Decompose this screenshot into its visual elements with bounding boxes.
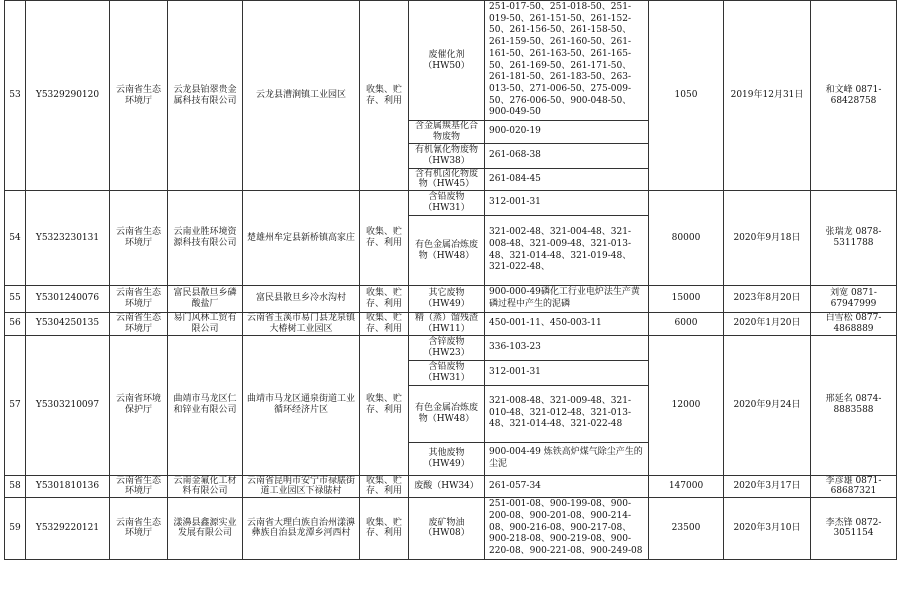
authority-cell: 云南省生态环境厅 — [110, 191, 168, 286]
waste-codes-cell: 312-001-31 — [485, 360, 649, 385]
row-number-cell: 53 — [5, 1, 26, 191]
capacity-cell: 6000 — [649, 312, 724, 335]
waste-codes-cell: 336-103-23 — [485, 335, 649, 360]
authority-cell: 云南省生态环境厅 — [110, 312, 168, 335]
license-id-cell: Y5329220121 — [26, 498, 110, 559]
table-row — [5, 475, 897, 498]
address-cell: 曲靖市马龙区通泉街道工业循环经济片区 — [243, 335, 360, 475]
waste-codes-cell: 321-008-48、321-009-48、321-010-48、321-012-48、321-013-48、321-014-48、321-022-48 — [485, 385, 649, 442]
address-cell: 楚雄州牟定县新桥镇高家庄 — [243, 191, 360, 286]
waste-category-cell: 含铅废物（HW31） — [409, 360, 485, 385]
capacity-cell: 147000 — [649, 475, 724, 498]
authority-cell: 云南省环境保护厅 — [110, 335, 168, 475]
company-cell: 曲靖市马龙区仁和锌业有限公司 — [168, 335, 243, 475]
scope-cell: 收集、贮存、利用 — [360, 498, 409, 559]
license-id-cell: Y5323230131 — [26, 191, 110, 286]
company-cell: 富民县散旦乡磷酸盐厂 — [168, 286, 243, 312]
row-number-cell: 59 — [5, 498, 26, 559]
waste-codes-cell: 900-000-49磷化工行业电炉法生产黄磷过程中产生的泥磷 — [485, 286, 649, 312]
waste-category-cell: 含金属羰基化合物废物 — [409, 121, 485, 144]
expiry-date-cell: 2020年1月20日 — [724, 312, 811, 335]
table-row — [5, 498, 897, 559]
address-cell: 云南省大理白族自治州漾濞彝族自治县龙潭乡河西村 — [243, 498, 360, 559]
scope-cell: 收集、贮存、利用 — [360, 1, 409, 191]
waste-codes-cell: 900-004-49 炼铁高炉煤气除尘产生的尘泥 — [485, 442, 649, 475]
authority-cell: 云南省生态环境厅 — [110, 286, 168, 312]
table-row — [5, 1, 897, 121]
license-id-cell: Y5329290120 — [26, 1, 110, 191]
waste-category-cell: 废催化剂（HW50） — [409, 1, 485, 121]
contact-cell: 邢延名 0874-8883588 — [811, 335, 897, 475]
waste-codes-cell: 900-020-19 — [485, 121, 649, 144]
waste-category-cell: 废矿物油（HW08） — [409, 498, 485, 559]
waste-category-cell: 有色金属冶炼废物（HW48） — [409, 216, 485, 286]
row-number-cell: 56 — [5, 312, 26, 335]
license-id-cell: Y5301810136 — [26, 475, 110, 498]
row-number-cell: 55 — [5, 286, 26, 312]
scope-cell: 收集、贮存、利用 — [360, 335, 409, 475]
expiry-date-cell: 2020年3月10日 — [724, 498, 811, 559]
waste-category-cell: 其它废物（HW49） — [409, 286, 485, 312]
company-cell: 云南业胜环境资源科技有限公司 — [168, 191, 243, 286]
contact-cell: 李彦雄 0871-68687321 — [811, 475, 897, 498]
table-row — [5, 335, 897, 360]
waste-category-cell: 精（蒸）馏残渣（HW11） — [409, 312, 485, 335]
contact-cell: 张瑞龙 0878-5311788 — [811, 191, 897, 286]
address-cell: 云龙县漕涧镇工业园区 — [243, 1, 360, 191]
row-number-cell: 57 — [5, 335, 26, 475]
scope-cell: 收集、贮存、利用 — [360, 312, 409, 335]
waste-codes-cell: 251-017-50、251-018-50、251-019-50、261-151-50、261-152-50、261-156-50、261-158-50、261-159-50、261-160-50、261-161-50、261-163-50、261-165-50、261-169-50、261-171-50、261-181-50、261-183-50、263-013-50、271-006-50、275-009-50、276-006-50、900-048-50、900-049-50 — [485, 1, 649, 121]
license-id-cell: Y5301240076 — [26, 286, 110, 312]
expiry-date-cell: 2019年12月31日 — [724, 1, 811, 191]
address-cell: 云南省玉溪市易门县龙泉镇大椿树工业园区 — [243, 312, 360, 335]
waste-category-cell: 含铅废物（HW31） — [409, 191, 485, 216]
authority-cell: 云南省生态环境厅 — [110, 475, 168, 498]
waste-category-cell: 废酸（HW34） — [409, 475, 485, 498]
company-cell: 云南金氟化工材料有限公司 — [168, 475, 243, 498]
company-cell: 漾濞县鑫源实业发展有限公司 — [168, 498, 243, 559]
table-row — [5, 191, 897, 216]
scope-cell: 收集、贮存、利用 — [360, 475, 409, 498]
contact-cell: 和文峰 0871-68428758 — [811, 1, 897, 191]
capacity-cell: 23500 — [649, 498, 724, 559]
waste-category-cell: 含有机卤化物废物（HW45） — [409, 168, 485, 191]
contact-cell: 刘宽 0871-67947999 — [811, 286, 897, 312]
address-cell: 云南省昆明市安宁市禄脿街道工业园区下禄脿村 — [243, 475, 360, 498]
waste-codes-cell: 312-001-31 — [485, 191, 649, 216]
waste-codes-cell: 321-002-48、321-004-48、321-008-48、321-009-48、321-013-48、321-014-48、321-019-48、321-022-48、 — [485, 216, 649, 286]
waste-category-cell: 有色金属冶炼废物（HW48） — [409, 385, 485, 442]
capacity-cell: 1050 — [649, 1, 724, 191]
table-row — [5, 312, 897, 335]
contact-cell: 李杰锋 0872-3051154 — [811, 498, 897, 559]
license-id-cell: Y5304250135 — [26, 312, 110, 335]
authority-cell: 云南省生态环境厅 — [110, 1, 168, 191]
waste-codes-cell: 261-068-38 — [485, 143, 649, 168]
expiry-date-cell: 2020年9月24日 — [724, 335, 811, 475]
address-cell: 富民县散旦乡冷水沟村 — [243, 286, 360, 312]
capacity-cell: 12000 — [649, 335, 724, 475]
expiry-date-cell: 2020年9月18日 — [724, 191, 811, 286]
scope-cell: 收集、贮存、利用 — [360, 286, 409, 312]
table-row — [5, 286, 897, 312]
table-body — [5, 1, 897, 560]
contact-cell: 白雪松 0877-4868889 — [811, 312, 897, 335]
waste-category-cell: 有机氰化物废物（HW38） — [409, 143, 485, 168]
company-cell: 易门风林工贸有限公司 — [168, 312, 243, 335]
capacity-cell: 80000 — [649, 191, 724, 286]
hazardous-waste-license-table — [4, 0, 897, 560]
waste-codes-cell: 450-001-11、450-003-11 — [485, 312, 649, 335]
waste-category-cell: 含锌废物（HW23） — [409, 335, 485, 360]
expiry-date-cell: 2020年3月17日 — [724, 475, 811, 498]
company-cell: 云龙县铂翠贵金属科技有限公司 — [168, 1, 243, 191]
waste-category-cell: 其他废物（HW49） — [409, 442, 485, 475]
waste-codes-cell: 261-084-45 — [485, 168, 649, 191]
capacity-cell: 15000 — [649, 286, 724, 312]
scope-cell: 收集、贮存、利用 — [360, 191, 409, 286]
row-number-cell: 58 — [5, 475, 26, 498]
waste-codes-cell: 261-057-34 — [485, 475, 649, 498]
authority-cell: 云南省生态环境厅 — [110, 498, 168, 559]
license-id-cell: Y5303210097 — [26, 335, 110, 475]
waste-codes-cell: 251-001-08、900-199-08、900-200-08、900-201-08、900-214-08、900-216-08、900-217-08、900-218-08、900-219-08、900-220-08、900-221-08、900-249-08 — [485, 498, 649, 559]
row-number-cell: 54 — [5, 191, 26, 286]
expiry-date-cell: 2023年8月20日 — [724, 286, 811, 312]
